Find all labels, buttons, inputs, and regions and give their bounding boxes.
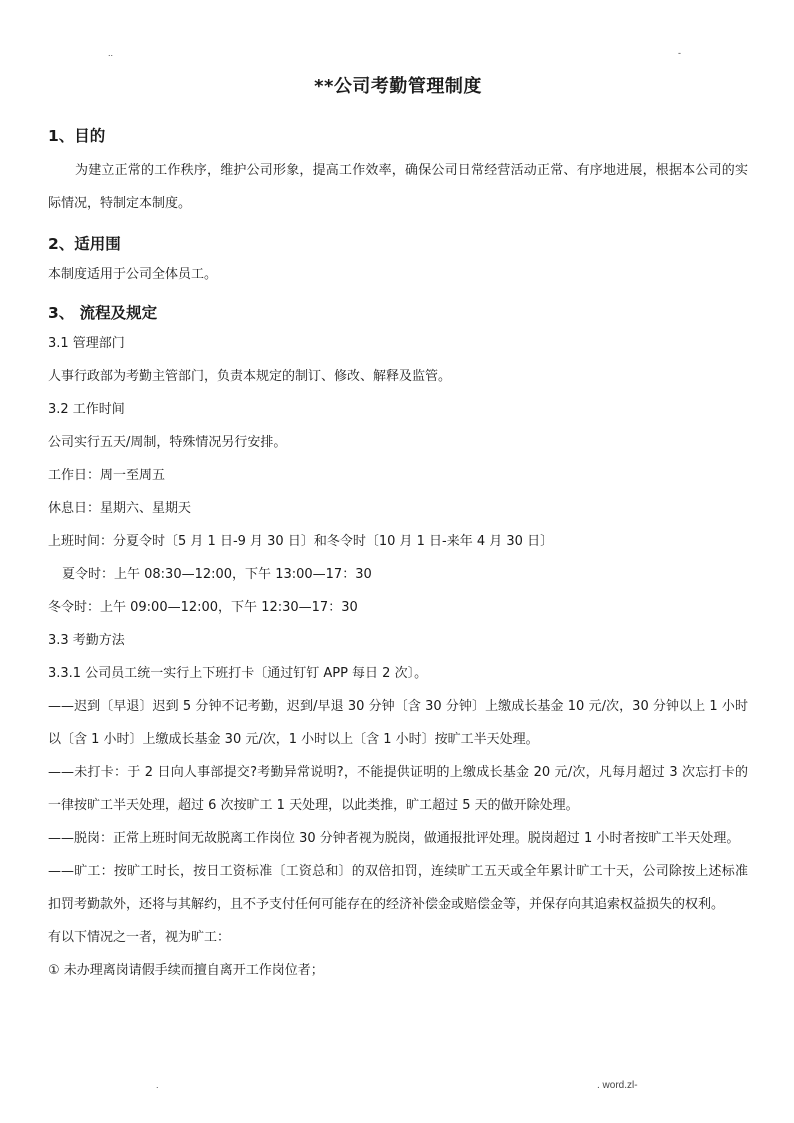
section-3-1-body: 人事行政部为考勤主管部门，负责本规定的制订、修改、解释及监管。 — [48, 369, 452, 384]
rule-no-clock: ——未打卡：于 2 日向人事部提交?考勤异常说明?，不能提供证明的上缴成长基金 20 元/次，凡每月超过 3 次忘打卡的一律按旷工半天处理，超过 6 次按旷工 1 天处理，以此类推，旷工超过 5 天的做开除处理。 — [48, 765, 748, 813]
section-3-1-title: 3.1 管理部门 — [48, 336, 125, 351]
work-time-line: 休息日：星期六、星期天 — [48, 501, 192, 516]
document-body — [48, 70, 748, 987]
header-mark-left: .. — [108, 48, 114, 58]
absent-intro: 有以下情况之一者，视为旷工： — [48, 930, 231, 945]
section-3-3-title: 3.3 考勤方法 — [48, 633, 125, 648]
section-3-3-1: 3.3.1 公司员工统一实行上下班打卡〔通过钉钉 APP 每日 2 次〕。 — [48, 666, 428, 681]
work-time-line: 工作日：周一至周五 — [48, 468, 166, 483]
footer-mark-left: . — [156, 1080, 159, 1090]
section-1-heading: 1、目的 — [48, 127, 106, 145]
header-mark-right: - — [678, 48, 681, 58]
work-time-line: 夏令时：上午 08:30—12:00，下午 13:00—17：30 — [62, 567, 372, 582]
footer-text: . word.zl- — [597, 1080, 638, 1091]
section-1-body: 为建立正常的工作秩序，维护公司形象，提高工作效率，确保公司日常经营活动正常、有序地进展，根据本公司的实际情况，特制定本制度。 — [48, 163, 748, 211]
document-title: **公司考勤管理制度 — [314, 76, 482, 97]
work-time-line: 上班时间：分夏令时〔5 月 1 日-9 月 30 日〕和冬令时〔10 月 1 日-来年 4 月 30 日〕 — [48, 534, 554, 549]
rule-leave-post: ——脱岗：正常上班时间无故脱离工作岗位 30 分钟者视为脱岗，做通报批评处理。脱岗超过 1 小时者按旷工半天处理。 — [48, 831, 740, 846]
rule-late: ——迟到〔早退〕迟到 5 分钟不记考勤，迟到/早退 30 分钟〔含 30 分钟〕上缴成长基金 10 元/次，30 分钟以上 1 小时以〔含 1 小时〕上缴成长基金 30 元/次，1 小时以上〔含 1 小时〕按旷工半天处理。 — [48, 699, 748, 747]
rule-absent: ——旷工：按旷工时长，按日工资标准〔工资总和〕的双倍扣罚，连续旷工五天或全年累计旷工十天，公司除按上述标准扣罚考勤款外，还将与其解约，且不予支付任何可能存在的经济补偿金或赔偿金等，并保存向其追索权益损失的权利。 — [48, 864, 748, 912]
section-2-heading: 2、适用围 — [48, 235, 121, 253]
section-2-body: 本制度适用于公司全体员工。 — [48, 267, 218, 282]
section-3-heading: 3、 流程及规定 — [48, 304, 158, 322]
absent-item: ① 未办理离岗请假手续而擅自离开工作岗位者； — [48, 963, 324, 978]
work-time-line: 公司实行五天/周制，特殊情况另行安排。 — [48, 435, 287, 450]
section-3-2-title: 3.2 工作时间 — [48, 402, 125, 417]
work-time-line: 冬令时：上午 09:00—12:00，下午 12:30—17：30 — [48, 600, 358, 615]
